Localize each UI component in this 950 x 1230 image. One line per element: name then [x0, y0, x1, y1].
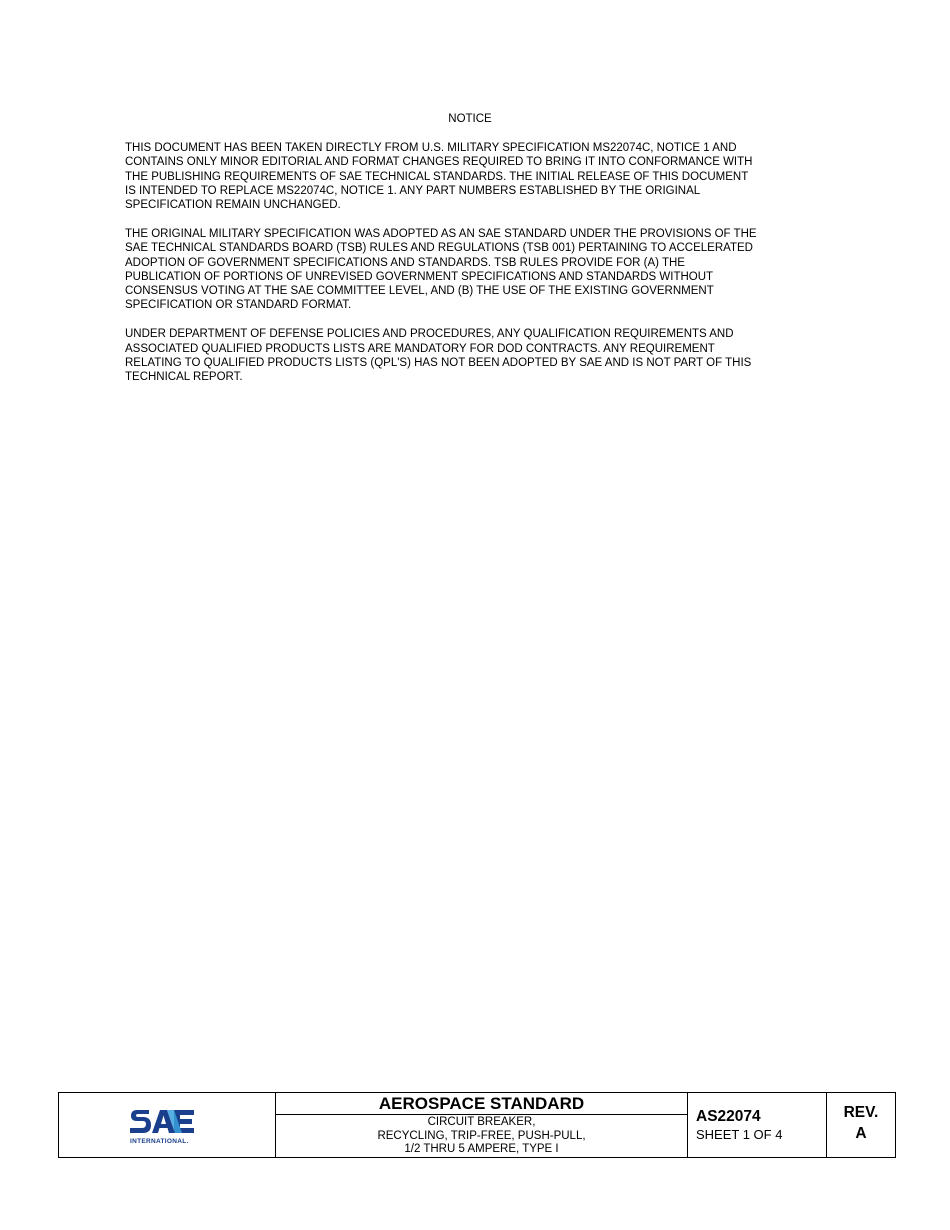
notice-line: ASSOCIATED QUALIFIED PRODUCTS LISTS ARE MANDATORY FOR DOD CONTRACTS. ANY REQUIREMENT: [125, 342, 715, 355]
logo-subtext: INTERNATIONAL.: [130, 1138, 189, 1145]
revision-cell: [827, 1093, 895, 1157]
notice-line: CONSENSUS VOTING AT THE SAE COMMITTEE LEVEL, AND (B) THE USE OF THE EXISTING GOVERNMENT: [125, 285, 714, 298]
notice-line: THIS DOCUMENT HAS BEEN TAKEN DIRECTLY FROM U.S. MILITARY SPECIFICATION MS22074C, NOTICE 1 AND: [125, 142, 737, 154]
notice-heading: NOTICE: [448, 113, 492, 125]
notice-line: SPECIFICATION REMAIN UNCHANGED.: [125, 199, 341, 212]
document-number-cell: [688, 1093, 827, 1157]
notice-paragraph-3: [125, 327, 825, 384]
notice-line: UNDER DEPARTMENT OF DEFENSE POLICIES AND PROCEDURES, ANY QUALIFICATION REQUIREMENTS AND: [125, 328, 734, 341]
description-line: RECYCLING, TRIP-FREE, PUSH-PULL,: [377, 1129, 586, 1142]
notice-line: ADOPTION OF GOVERNMENT SPECIFICATIONS AND STANDARDS. TSB RULES PROVIDE FOR (A) THE: [125, 256, 685, 269]
notice-body: [125, 141, 825, 399]
notice-line: SPECIFICATION OR STANDARD FORMAT.: [125, 299, 352, 312]
description-line: CIRCUIT BREAKER,: [427, 1116, 536, 1128]
revision-value: A: [855, 1125, 867, 1142]
notice-line: IS INTENDED TO REPLACE MS22074C, NOTICE 1. ANY PART NUMBERS ESTABLISHED BY THE ORIGINAL: [125, 184, 701, 197]
notice-line: THE PUBLISHING REQUIREMENTS OF SAE TECHNICAL STANDARDS. THE INITIAL RELEASE OF THIS DOCUMENT: [125, 170, 749, 183]
logo-cell: [59, 1093, 276, 1157]
sae-international-logo: [129, 1105, 199, 1147]
sae-logo-icon: [129, 1105, 199, 1137]
notice-paragraph-2: [125, 227, 825, 313]
standard-heading: AEROSPACE STANDARD: [276, 1093, 687, 1115]
notice-paragraph-1: [125, 141, 825, 212]
title-cell: [276, 1093, 688, 1157]
notice-line: CONTAINS ONLY MINOR EDITORIAL AND FORMAT CHANGES REQUIRED TO BRING IT INTO CONFORMANCE WITH: [125, 156, 753, 169]
notice-line: TECHNICAL REPORT.: [125, 371, 243, 384]
notice-line: THE ORIGINAL MILITARY SPECIFICATION WAS ADOPTED AS AN SAE STANDARD UNDER THE PROVISIONS OF THE: [125, 227, 757, 240]
notice-line: PUBLICATION OF PORTIONS OF UNREVISED GOVERNMENT SPECIFICATIONS AND STANDARDS WITHOUT: [125, 270, 714, 283]
description-line: 1/2 THRU 5 AMPERE, TYPE I: [404, 1143, 559, 1155]
sheet-info: SHEET 1 OF 4: [696, 1127, 783, 1142]
standard-description: [276, 1115, 687, 1157]
document-number: AS22074: [696, 1108, 761, 1125]
notice-line: SAE TECHNICAL STANDARDS BOARD (TSB) RULES AND REGULATIONS (TSB 001) PERTAINING TO ACCELERATED: [125, 242, 753, 255]
revision-label: REV.: [843, 1104, 879, 1121]
title-block: [58, 1092, 896, 1158]
notice-line: RELATING TO QUALIFIED PRODUCTS LISTS (QPL'S) HAS NOT BEEN ADOPTED BY SAE AND IS NOT PART OF THIS: [125, 356, 752, 369]
